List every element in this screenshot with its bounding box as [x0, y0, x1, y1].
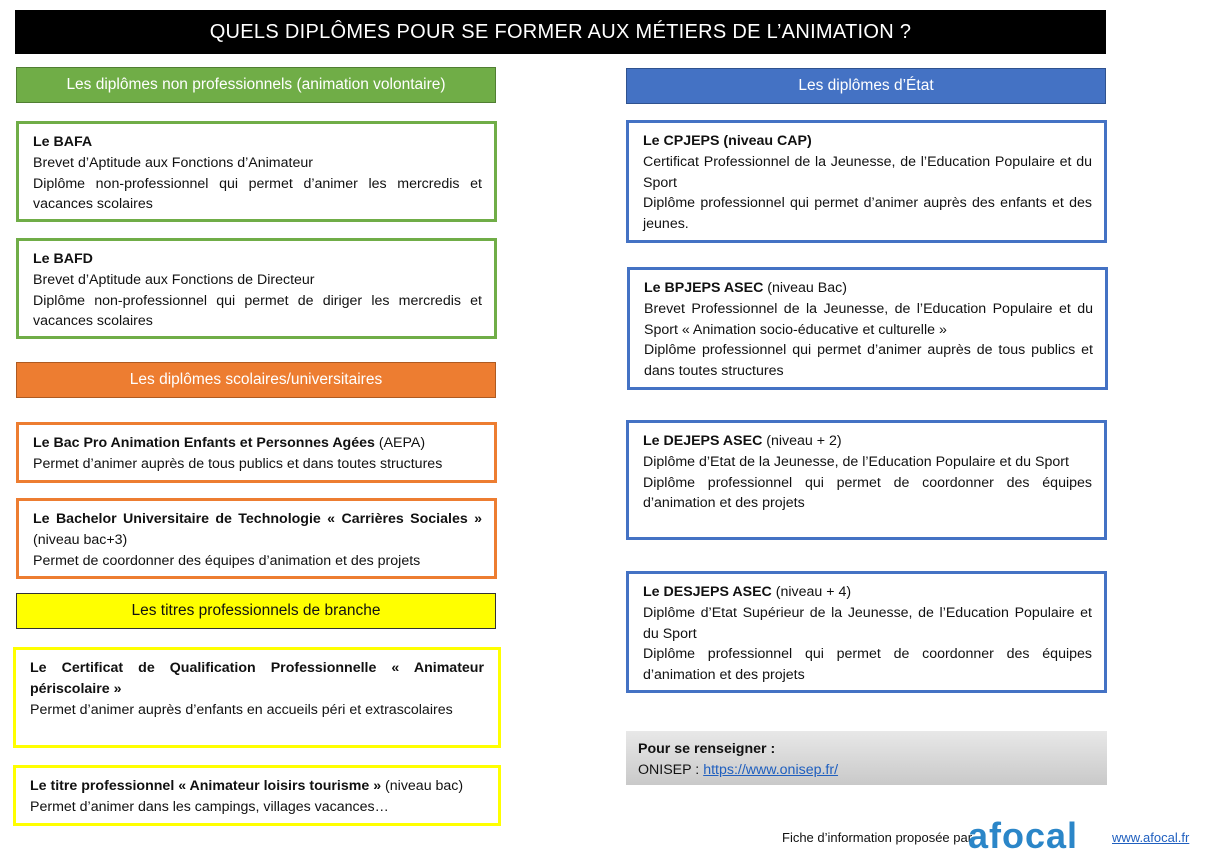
onisep-link[interactable]: https://www.onisep.fr/: [703, 761, 839, 778]
card-name: Diplôme d’Etat de la Jeunesse, de l’Education Populaire et du Sport: [643, 453, 1069, 470]
card-desc: Diplôme professionnel qui permet de coordonner des équipes d’animation et des projets: [643, 474, 1092, 512]
page-title: QUELS DIPLÔMES POUR SE FORMER AUX MÉTIERS DE L’ANIMATION ?: [15, 10, 1106, 54]
card-bac-pro: [16, 422, 497, 483]
card-desc: Permet d’animer auprès d’enfants en accueils péri et extrascolaires: [30, 701, 453, 718]
card-bpjeps: [627, 267, 1108, 390]
card-desc: Diplôme professionnel qui permet d’animer auprès des enfants et des jeunes.: [643, 195, 1092, 233]
card-level: (AEPA): [374, 435, 426, 451]
footer-text: Fiche d’information proposée par: [782, 830, 973, 845]
card-desc: Diplôme non-professionnel qui permet de diriger les mercredis et vacances scolaires: [33, 292, 482, 330]
card-level: (niveau Bac): [763, 280, 847, 296]
card-title: Le CPJEPS (niveau CAP): [643, 133, 812, 149]
card-desc: Diplôme non-professionnel qui permet d’animer les mercredis et vacances scolaires: [33, 175, 482, 213]
card-title: Le titre professionnel « Animateur loisirs tourisme »: [30, 778, 382, 794]
section-header-non-pro: Les diplômes non professionnels (animation volontaire): [16, 67, 496, 103]
card-name: Brevet d’Aptitude aux Fonctions de Directeur: [33, 271, 315, 288]
afocal-logo: afocal: [968, 815, 1079, 853]
info-box: [626, 731, 1107, 785]
card-title: Le Certificat de Qualification Professionnelle « Animateur périscolaire »: [30, 660, 484, 697]
card-titre-pro: [13, 765, 501, 826]
card-name: Certificat Professionnel de la Jeunesse, de l’Education Populaire et du Sport: [643, 153, 1092, 191]
card-desc: Permet d’animer auprès de tous publics et dans toutes structures: [33, 455, 443, 472]
section-header-branche: Les titres professionnels de branche: [16, 593, 496, 629]
card-bafd: [16, 238, 497, 339]
card-desjeps: [626, 571, 1107, 693]
card-title: Le DEJEPS ASEC: [643, 433, 763, 449]
afocal-link[interactable]: www.afocal.fr: [1112, 830, 1190, 845]
card-title: Le BAFA: [33, 134, 93, 150]
card-cpjeps: [626, 120, 1107, 243]
card-name: Brevet Professionnel de la Jeunesse, de l’Education Populaire et du Sport « Animation socio-éducative et culturelle »: [644, 300, 1093, 338]
card-bafa: [16, 121, 497, 222]
card-title: Le BPJEPS ASEC: [644, 280, 764, 296]
section-header-scolaires: Les diplômes scolaires/universitaires: [16, 362, 496, 398]
card-level: (niveau + 2): [762, 433, 842, 449]
card-desc: Diplôme professionnel qui permet d’animer auprès de tous publics et dans toutes structures: [644, 342, 1093, 380]
card-level: (niveau + 4): [771, 584, 852, 600]
info-title: Pour se renseigner :: [638, 741, 776, 757]
card-desc: Diplôme professionnel qui permet de coordonner des équipes d’animation et des projets: [643, 646, 1092, 684]
card-title: Le Bac Pro Animation Enfants et Personnes Agées: [33, 435, 375, 451]
card-level: (niveau bac+3): [33, 531, 128, 548]
card-title: Le BAFD: [33, 251, 93, 267]
card-desc: Permet de coordonner des équipes d’animation et des projets: [33, 552, 421, 569]
card-title: Le DESJEPS ASEC: [643, 584, 772, 600]
section-header-etat: Les diplômes d’État: [626, 68, 1106, 104]
card-cqp: [13, 647, 501, 748]
card-title: Le Bachelor Universitaire de Technologie « Carrières Sociales »: [33, 511, 482, 527]
card-dejeps: [626, 420, 1107, 540]
card-but: [16, 498, 497, 579]
info-prefix: ONISEP :: [638, 761, 704, 778]
card-desc: Permet d’animer dans les campings, villages vacances…: [30, 798, 389, 815]
card-name: Brevet d’Aptitude aux Fonctions d’Animateur: [33, 154, 313, 171]
card-level: (niveau bac): [381, 778, 464, 794]
card-name: Diplôme d’Etat Supérieur de la Jeunesse, de l’Education Populaire et du Sport: [643, 604, 1092, 642]
